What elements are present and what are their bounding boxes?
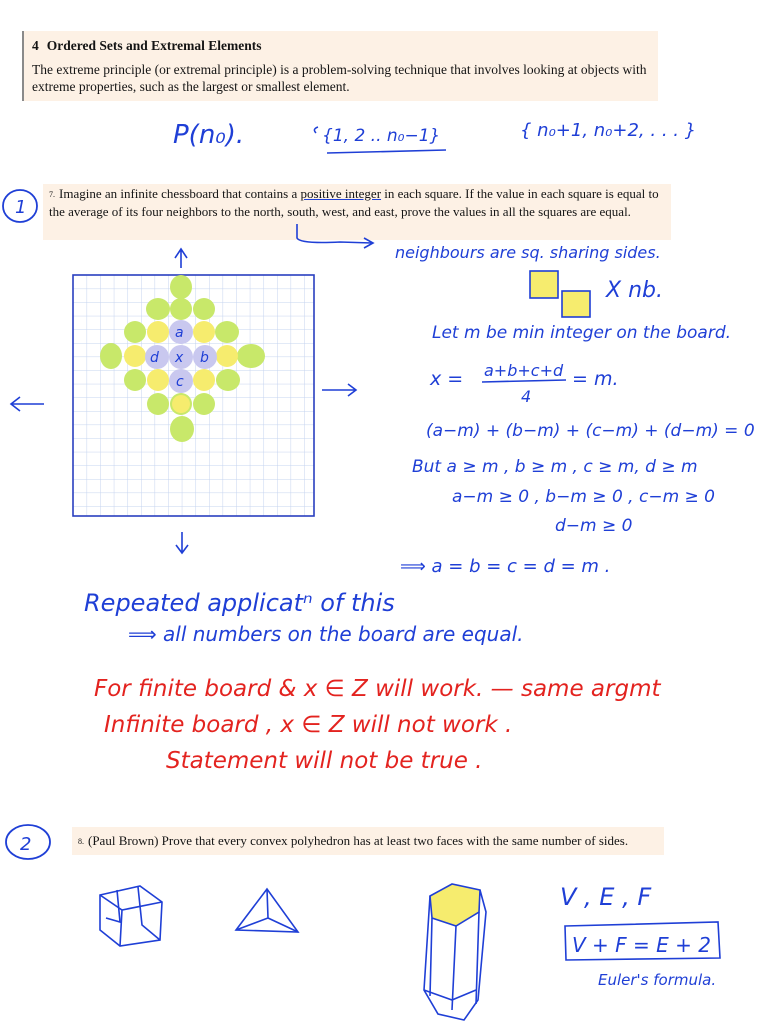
hw-eq-m: = m.: [572, 368, 619, 390]
circle-1-number: 1: [15, 197, 27, 218]
section-number: 4: [32, 38, 39, 53]
hw-but-line: But a ≥ m , b ≥ m , c ≥ m, d ≥ m: [412, 457, 698, 477]
prism-sketch: [424, 884, 486, 1020]
grid-label-b: b: [200, 350, 209, 366]
problem-7-text-after: in each square. If the value in each square is equal to the average of its four neighbors to the north, south, west, and east, prove the values in all the squares are equal.: [49, 186, 659, 219]
hw-nb: X nb.: [606, 278, 663, 303]
circle-2-number: 2: [20, 834, 32, 855]
hw-conclusion: ⟹ a = b = c = d = m .: [400, 556, 611, 577]
problem-7-number: 7.: [49, 190, 55, 199]
hw-x-eq: x =: [430, 368, 464, 390]
problem-8-text: (Paul Brown) Prove that every convex polyhedron has at least two faces with the same number of sides.: [88, 833, 629, 848]
hw-set-below: {1, 2 .. n₀−1}: [322, 126, 441, 146]
hw-frac-num: a+b+c+d: [484, 361, 564, 380]
hw-red-note-2: Infinite board , x ∈ Z will not work .: [104, 712, 513, 738]
problem-7-text-before: Imagine an infinite chessboard that contains a: [59, 186, 301, 201]
hw-euler-formula: V + F = E + 2: [572, 933, 711, 957]
section-intro: The extreme principle (or extremal principle) is a problem-solving technique that involves looking at objects with extreme properties, such as the largest or smallest element.: [32, 62, 647, 94]
hw-p-n0: P(n₀).: [173, 120, 245, 150]
hw-euler-label: Euler's formula.: [598, 971, 717, 989]
hw-ineq-2: d−m ≥ 0: [555, 516, 633, 536]
cube-sketch: [100, 886, 162, 946]
hw-frac-den: 4: [521, 387, 532, 406]
grid-label-c: c: [176, 374, 184, 390]
grid-label-a: a: [175, 325, 184, 341]
hw-red-note-1: For finite board & x ∈ Z will work. — same argmt: [94, 676, 661, 702]
hw-neighbours: neighbours are sq. sharing sides.: [395, 243, 661, 262]
hw-sum-line: (a−m) + (b−m) + (c−m) + (d−m) = 0: [426, 421, 755, 441]
hw-ineq-1: a−m ≥ 0 , b−m ≥ 0 , c−m ≥ 0: [452, 487, 715, 507]
tetrahedron-sketch: [236, 889, 298, 932]
square-sketch-1: [530, 271, 558, 298]
section-title-text: Ordered Sets and Extremal Elements: [46, 38, 262, 53]
hw-repeated-1: Repeated applicatⁿ of this: [84, 589, 395, 617]
problem-8-number: 8.: [78, 837, 84, 846]
hw-let-m: Let m be min integer on the board.: [432, 323, 732, 343]
square-sketch-2: [562, 291, 590, 317]
hw-set-above: { n₀+1, n₀+2, . . . }: [520, 120, 697, 141]
grid-label-d: d: [150, 350, 159, 366]
chessboard: [73, 275, 314, 516]
grid-label-x: x: [175, 350, 184, 366]
hw-underline: [327, 150, 446, 153]
hw-red-note-3: Statement will not be true .: [166, 748, 483, 774]
problem-7-underlined: positive integer: [300, 186, 382, 201]
hw-repeated-2: ⟹ all numbers on the board are equal.: [128, 622, 524, 646]
hw-vef: V , E , F: [560, 883, 652, 911]
